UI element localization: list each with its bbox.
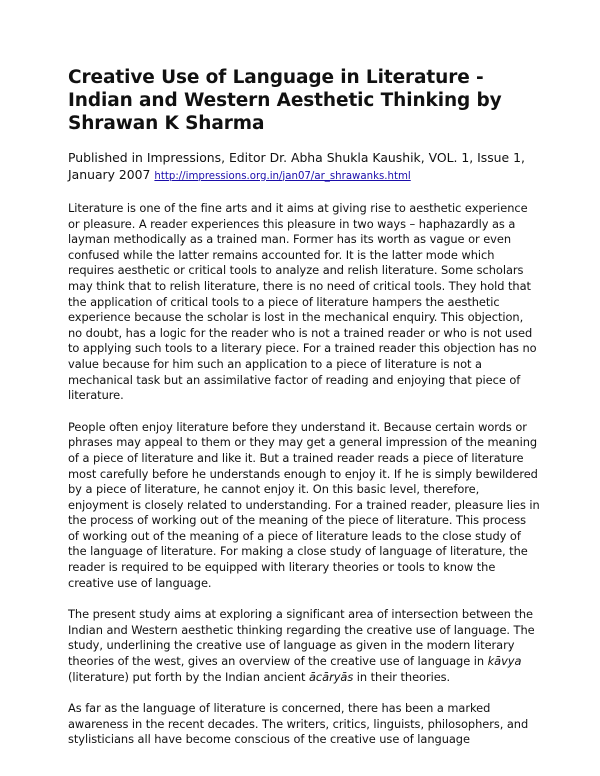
term-kavya: kāvya — [487, 654, 522, 669]
paragraph-3-part-3: in their theories. — [353, 669, 451, 684]
paragraph-1: Literature is one of the fine arts and it aims at giving rise to aesthetic experience or pleasure. A reader experiences this pleasure in two ways – haphazardly as a layman methodically as a trained man. Former has its worth as vague or even confused while the latter remains accounted for. It is the latter mode which requires aesthetic or critical tools to analyze and relish literature. Some scholars may think that to relish literature, there is no need of critical tools. They hold that the application of critical tools to a piece of literature hampers the aesthetic experience because the scholar is lost in the mechanical enquiry. This objection, no doubt, has a logic for the reader who is not a trained reader or who is not used to applying such tools to a literary piece. For a trained reader this objection has no value because for him such an application to a piece of literature is not a mechanical task but an assimilative factor of reading and enjoying that piece of literature. — [68, 201, 537, 403]
paragraph-3 — [68, 607, 540, 685]
paragraph-3-part-1: The present study aims at exploring a significant area of intersection between the Indian and Western aesthetic thinking regarding the creative use of language. The study, underlining the creative use of language as given in the modern literary theories of the west, gives an overview of the creative use of language in — [68, 607, 535, 669]
publication-info — [68, 150, 540, 185]
term-acaryas: ācāryās — [309, 669, 354, 684]
paragraph-4: As far as the language of literature is concerned, there has been a marked awareness in the recent decades. The writers, critics, linguists, philosophers, and stylisticians all have become conscious of the creative use of language — [68, 701, 529, 747]
publication-text: Published in Impressions, Editor Dr. Abha Shukla Kaushik, VOL. 1, Issue 1, January 2007 — [68, 150, 525, 182]
article-link[interactable]: http://impressions.org.in/jan07/ar_shrawanks.html — [154, 170, 411, 182]
paragraph-2: People often enjoy literature before they understand it. Because certain words or phrases may appeal to them or they may get a general impression of the meaning of a piece of literature and like it. But a trained reader reads a piece of literature most carefully before he understands enough to enjoy it. If he is simply bewildered by a piece of literature, he cannot enjoy it. On this basic level, therefore, enjoyment is closely related to understanding. For a trained reader, pleasure lies in the process of working out of the meaning of the piece of literature. This process of working out of the meaning of a piece of literature leads to the close study of the language of literature. For making a close study of language of literature, the reader is required to be equipped with literary theories or tools to know the creative use of language. — [68, 419, 540, 590]
paragraph-3-part-2: (literature) put forth by the Indian ancient — [68, 669, 309, 684]
article-title: Creative Use of Language in Literature -Indian and Western Aesthetic Thinking by Shrawan K Sharma — [68, 67, 502, 134]
